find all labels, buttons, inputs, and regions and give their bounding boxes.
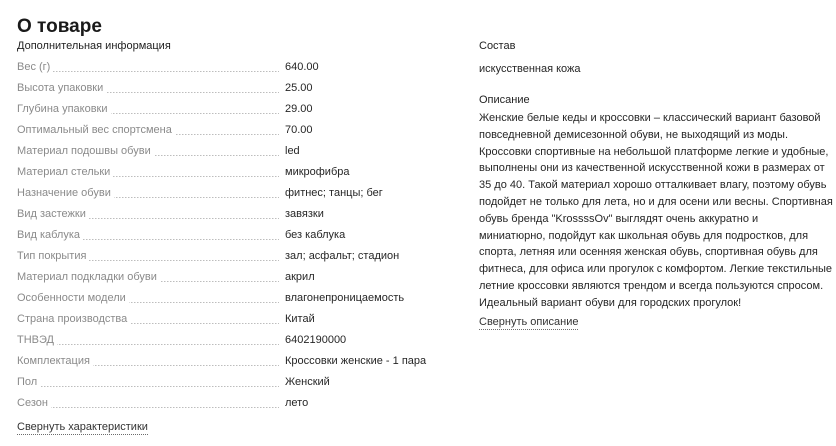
spec-row	[17, 291, 447, 312]
spec-value: 640.00	[285, 61, 319, 73]
spec-value: фитнес; танцы; бег	[285, 187, 383, 199]
spec-row	[17, 60, 447, 81]
spec-name	[17, 81, 279, 95]
composition-value: искусственная кожа	[479, 63, 581, 75]
spec-row	[17, 123, 447, 144]
spec-name	[17, 270, 279, 284]
spec-name-label: Пол	[17, 376, 40, 388]
spec-name	[17, 312, 279, 326]
spec-name-label: Вес (г)	[17, 61, 53, 73]
spec-name	[17, 123, 279, 137]
spec-name-label: Материал подошвы обуви	[17, 145, 154, 157]
description-line: выполнены они из качественной искусственной кожи в размерах от	[479, 162, 825, 175]
spec-row	[17, 312, 447, 333]
spec-name-label: Оптимальный вес спортсмена	[17, 124, 175, 136]
description-line: 35 до 40. Такой материал хорошо отталкивает влагу, поэтому обувь	[479, 179, 827, 192]
spec-name	[17, 165, 279, 179]
spec-row	[17, 249, 447, 270]
page-title: О товаре	[17, 15, 102, 37]
details-column	[479, 38, 833, 330]
spec-name	[17, 102, 279, 116]
description-line: Женские белые кеды и кроссовки – классический вариант базовой	[479, 112, 821, 124]
spec-row	[17, 375, 447, 396]
spec-name	[17, 60, 279, 74]
spec-row	[17, 228, 447, 249]
spec-value: влагонепроницаемость	[285, 292, 405, 304]
spec-name-label: Сезон	[17, 397, 51, 409]
spec-value: 6402190000	[285, 334, 347, 346]
spec-name-label: Тип покрытия	[17, 250, 89, 262]
description-line: подойдет не только для лета, но и для осени или весны. Спортивная	[479, 195, 833, 208]
spec-name	[17, 249, 279, 263]
spec-row	[17, 333, 447, 354]
spec-value: лето	[285, 397, 309, 409]
description-line: летние кроссовки являются трендом и всегда пользуются спросом.	[479, 279, 824, 292]
spec-row	[17, 396, 447, 417]
spec-row	[17, 144, 447, 165]
spec-value: акрил	[285, 271, 315, 283]
spec-name-label: Комплектация	[17, 355, 93, 367]
spec-name	[17, 333, 279, 347]
description-line: миниатюрно, подойдут как школьная обувь для подростков, для	[479, 229, 809, 242]
spec-list	[17, 60, 447, 417]
description-heading: Описание	[479, 94, 530, 106]
spec-row	[17, 102, 447, 123]
spec-name	[17, 375, 279, 389]
spec-name-label: Вид застежки	[17, 208, 89, 220]
description-line: фитнеса, для офиса или прогулок с комфортом. Легкие текстильные	[479, 263, 833, 276]
spec-name	[17, 396, 279, 410]
collapse-description-link[interactable]: Свернуть описание	[479, 315, 579, 328]
spec-name-label: Вид каблука	[17, 229, 83, 241]
spec-value: 29.00	[285, 103, 313, 115]
description-line: Кроссовки спортивные на небольшой платформе легкие и удобные,	[479, 145, 829, 158]
spec-name-label: ТНВЭД	[17, 334, 57, 346]
spec-value: без каблука	[285, 229, 346, 241]
spec-name-label: Материал подкладки обуви	[17, 271, 160, 283]
collapse-specs-link[interactable]: Свернуть характеристики	[17, 421, 148, 433]
description-line: Идеальный вариант обуви для городских прогулок!	[479, 296, 742, 309]
spec-row	[17, 354, 447, 375]
description-line: повседневной демисезонной обуви, не выходящий из моды.	[479, 128, 789, 141]
spec-name	[17, 228, 279, 242]
description-text	[479, 110, 833, 312]
description-line: спорта, летняя или осенняя женская обувь, спортивная обувь для	[479, 246, 818, 259]
spec-name-label: Назначение обуви	[17, 187, 114, 199]
spec-row	[17, 186, 447, 207]
spec-value: Китай	[285, 313, 315, 325]
spec-name-label: Материал стельки	[17, 166, 113, 178]
spec-name	[17, 354, 279, 368]
spec-value: 70.00	[285, 124, 313, 136]
spec-value: Женский	[285, 376, 330, 388]
spec-value: зал; асфальт; стадион	[285, 250, 400, 262]
description-line: обувь бренда "KrossssOv" выглядят очень аккуратно и	[479, 212, 759, 225]
spec-value: микрофибра	[285, 166, 350, 178]
spec-value: завязки	[285, 208, 324, 220]
spec-name	[17, 144, 279, 158]
spec-value: 25.00	[285, 82, 313, 94]
spec-row	[17, 81, 447, 102]
spec-value: Кроссовки женские - 1 пара	[285, 355, 427, 367]
spec-row	[17, 207, 447, 228]
spec-name-label: Глубина упаковки	[17, 103, 111, 115]
spec-name	[17, 207, 279, 221]
specs-heading: Дополнительная информация	[17, 40, 171, 52]
spec-row	[17, 270, 447, 291]
spec-name-label: Высота упаковки	[17, 82, 106, 94]
composition-heading: Состав	[479, 40, 516, 52]
spec-name-label: Особенности модели	[17, 292, 129, 304]
spec-name	[17, 291, 279, 305]
spec-name	[17, 186, 279, 200]
spec-value: led	[285, 145, 300, 157]
specs-section	[17, 38, 447, 435]
spec-name-label: Страна производства	[17, 313, 130, 325]
spec-row	[17, 165, 447, 186]
